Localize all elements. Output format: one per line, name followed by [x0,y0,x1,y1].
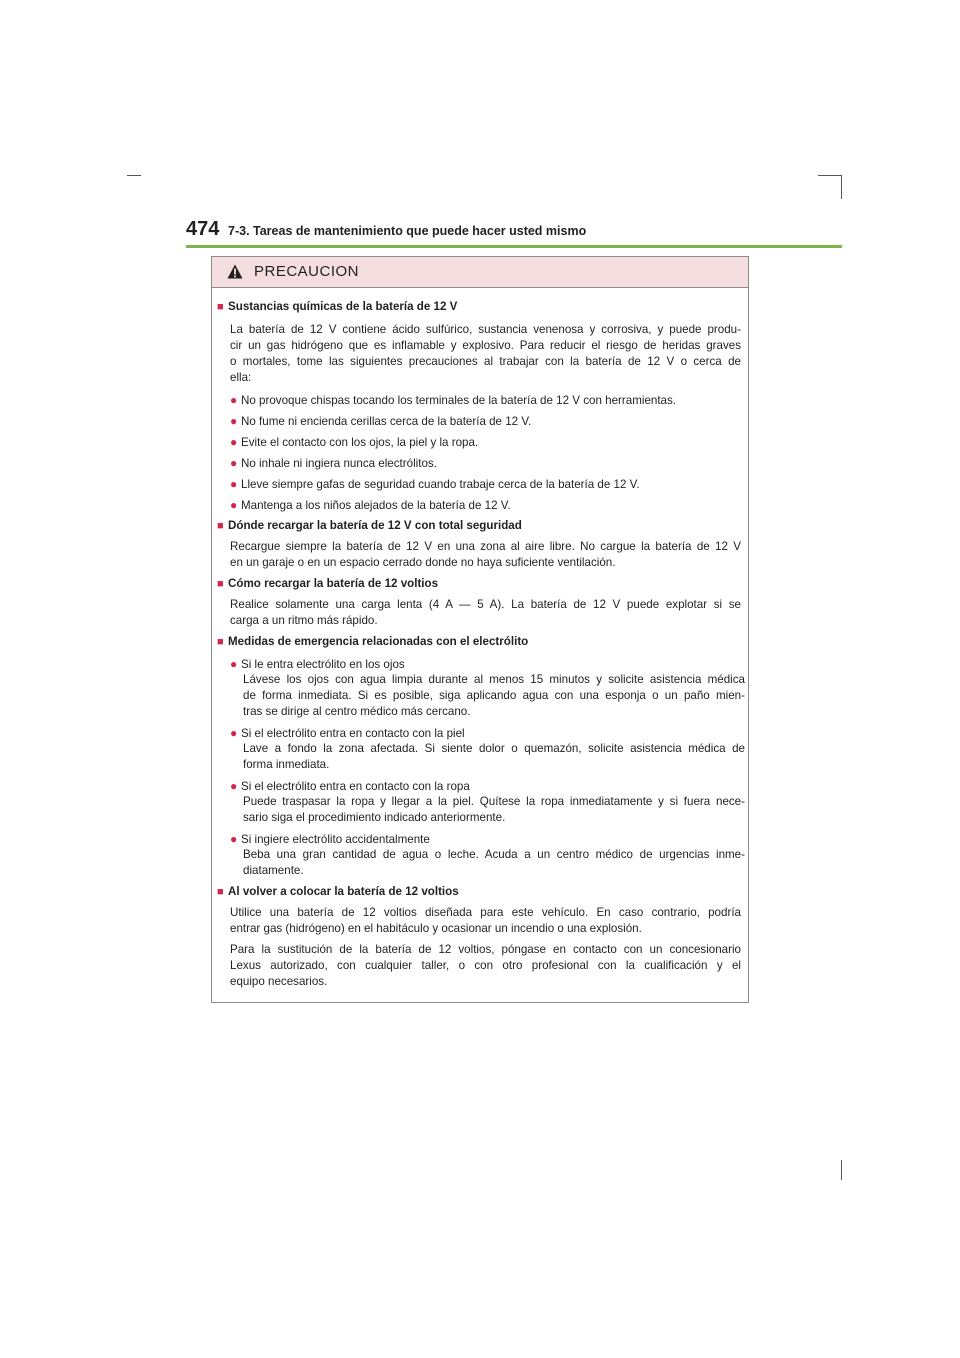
bullet-item: ● Si el electrólito entra en contacto con la piel [230,726,465,740]
paragraph-line: o mortales, tome las siguientes precauciones al trabajar con la batería de 12 V o cerca de [230,355,741,368]
header-rule [186,245,842,248]
section-heading: ■ Cómo recargar la batería de 12 voltios [217,577,439,590]
bullet-item: ● No provoque chispas tocando los terminales de la batería de 12 V con herramientas. [230,393,677,407]
crop-mark [841,1160,842,1180]
paragraph-line: Utilice una batería de 12 voltios diseñada para este vehículo. En caso contrario, podría [230,906,741,919]
square-bullet-icon: ■ [217,301,224,313]
paragraph-line: cir un gas hidrógeno que es inflamable y explosivo. Para reducir el riesgo de heridas graves [230,339,741,352]
bullet-item: ● No inhale ni ingiera nunca electrólitos. [230,456,437,470]
bullet-dot-icon: ● [230,832,238,846]
paragraph-line: La batería de 12 V contiene ácido sulfúrico, sustancia venenosa y corrosiva, y puede produ- [230,323,741,336]
bullet-dot-icon: ● [230,477,238,491]
bullet-item: ● Evite el contacto con los ojos, la piel y la ropa. [230,435,479,449]
bullet-dot-icon: ● [230,726,238,740]
paragraph-line: Puede traspasar la ropa y llegar a la piel. Quítese la ropa inmediatamente y si fuera nece- [243,795,745,808]
section-heading [217,299,457,315]
caution-box [211,256,749,1003]
bullet-dot-icon: ● [230,456,238,470]
paragraph-line: Lávese los ojos con agua limpia durante al menos 15 minutos y solicite asistencia médica [243,673,745,686]
section-heading: ■ Dónde recargar la batería de 12 V con total seguridad [217,519,522,532]
paragraph-line: diatamente. [243,864,304,877]
paragraph-line: tras se dirige al centro médico más cercano. [243,705,471,718]
bullet-dot-icon: ● [230,657,238,671]
paragraph-line: Lexus autorizado, con cualquier taller, o con otro profesional con la cualificación y el [230,959,741,972]
paragraph-line: sario siga el procedimiento indicado anteriormente. [243,811,506,824]
paragraph-line: Beba una gran cantidad de agua o leche. Acuda a un centro médico de urgencias inme- [243,848,745,861]
crop-mark [127,175,141,176]
section-heading: ■ Al volver a colocar la batería de 12 voltios [217,885,459,898]
caution-header [212,257,748,288]
paragraph-line: Realice solamente una carga lenta (4 A — 5 A). La batería de 12 V puede explotar si se [230,598,741,611]
square-bullet-icon: ■ [217,886,224,898]
crop-mark [841,175,842,199]
square-bullet-icon: ■ [217,636,224,648]
paragraph-line: carga a un ritmo más rápido. [230,614,378,627]
paragraph-line: equipo necesarios. [230,975,328,988]
bullet-item: ● No fume ni encienda cerillas cerca de la batería de 12 V. [230,414,532,428]
paragraph-line: Recargue siempre la batería de 12 V en una zona al aire libre. No cargue la batería de 12 V [230,540,741,553]
bullet-dot-icon: ● [230,414,238,428]
bullet-item: ● Si el electrólito entra en contacto con la ropa [230,779,470,793]
bullet-dot-icon: ● [230,498,238,512]
bullet-dot-icon: ● [230,435,238,449]
section-heading: ■ Medidas de emergencia relacionadas con el electrólito [217,635,529,648]
bullet-item: ● Si ingiere electrólito accidentalmente [230,832,430,846]
paragraph-line: ella: [230,371,252,384]
crop-mark [818,175,842,176]
square-bullet-icon: ■ [217,578,224,590]
bullet-item: ● Si le entra electrólito en los ojos [230,657,405,671]
bullet-item: ● Mantenga a los niños alejados de la batería de 12 V. [230,498,511,512]
warning-triangle-icon [227,264,243,279]
paragraph-line: en un garaje o en un espacio cerrado donde no haya suficiente ventilación. [230,556,616,569]
page-number: 474 [186,218,220,240]
paragraph-line: forma inmediata. [243,758,330,771]
caution-title: PRECAUCION [254,263,360,280]
paragraph-line: Para la sustitución de la batería de 12 voltios, póngase en contacto con un concesionario [230,943,741,956]
page-header [186,218,846,248]
bullet-item: ● Lleve siempre gafas de seguridad cuando trabaje cerca de la batería de 12 V. [230,477,640,491]
paragraph-line: entrar gas (hidrógeno) en el habitáculo y ocasionar un incendio o una explosión. [230,922,642,935]
section-title: 7-3. Tareas de mantenimiento que puede hacer usted mismo [228,224,587,238]
bullet-dot-icon: ● [230,779,238,793]
heading-text: Sustancias químicas de la batería de 12 V [228,300,458,313]
square-bullet-icon: ■ [217,520,224,532]
paragraph-line: Lave a fondo la zona afectada. Si siente dolor o quemazón, solicite asistencia médica de [243,742,745,755]
bullet-dot-icon: ● [230,393,238,407]
paragraph-line: de forma inmediata. Si es posible, siga aplicando agua con una esponja o un paño mien- [243,689,745,702]
